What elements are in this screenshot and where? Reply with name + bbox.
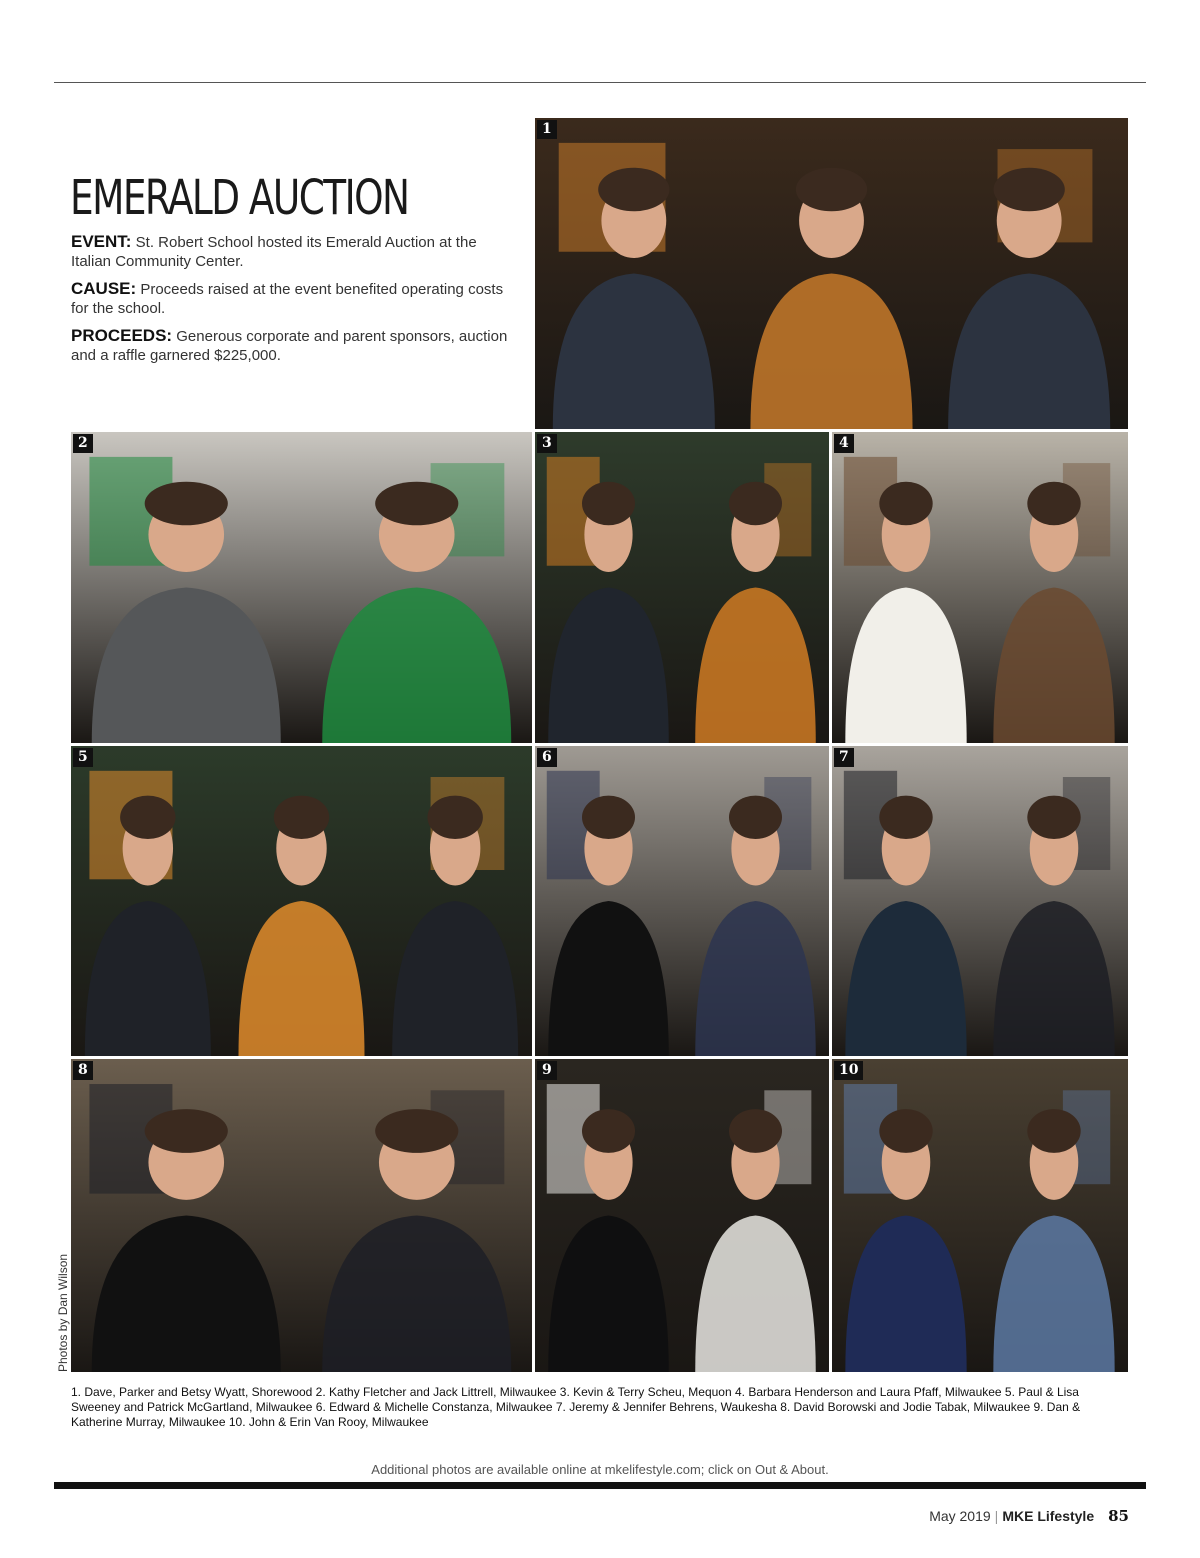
photo-9-image xyxy=(535,1059,829,1372)
person-hair xyxy=(274,796,329,839)
photo-number-8: 8 xyxy=(73,1061,93,1080)
photo-7-image xyxy=(832,746,1128,1056)
person-hair xyxy=(582,796,635,839)
event-description xyxy=(71,232,511,271)
proceeds-description xyxy=(71,326,511,365)
proceeds-label: PROCEEDS: xyxy=(71,326,173,345)
cause-text: Proceeds raised at the event benefited operating costs for the school. xyxy=(71,281,504,317)
photo-3-image xyxy=(535,432,829,743)
person-hair xyxy=(1027,796,1080,839)
photo-number-7: 7 xyxy=(834,748,854,767)
article-title: EMERALD AUCTION xyxy=(70,170,409,226)
photo-9 xyxy=(535,1059,829,1372)
photo-credit: Photos by Dan Wilson xyxy=(56,1253,70,1372)
photo-6-image xyxy=(535,746,829,1056)
person-hair xyxy=(994,168,1065,212)
photo-1-image xyxy=(535,118,1128,429)
photo-7 xyxy=(832,746,1128,1056)
person-hair xyxy=(375,482,458,526)
person-hair xyxy=(729,482,782,526)
photo-6 xyxy=(535,746,829,1056)
person-hair xyxy=(1027,482,1080,526)
person-hair xyxy=(145,482,228,526)
person-hair xyxy=(879,482,932,526)
photo-number-5: 5 xyxy=(73,748,93,767)
person-hair xyxy=(879,796,932,839)
online-note: Additional photos are available online at mkelifestyle.com; click on Out & About. xyxy=(371,1462,829,1477)
photo-5 xyxy=(71,746,532,1056)
photo-captions: 1. Dave, Parker and Betsy Wyatt, Shorewood 2. Kathy Fletcher and Jack Littrell, Milwaukee 3. Kevin & Terry Scheu, Mequon 4. Barbara Henderson and Laura Pfaff, Milwaukee 5. Paul & Lisa Sweeney and Patrick McGartland, Milwaukee 6. Edward & Michelle Constanza, Milwaukee 7. Jeremy & Jennifer Behrens, Waukesha 8. David Borowski and Jodie Tabak, Milwaukee 9. Dan & Katherine Murray, Milwaukee 10. John & Erin Van Rooy, Milwaukee xyxy=(71,1385,1081,1429)
person-hair xyxy=(1027,1109,1080,1153)
event-label: EVENT: xyxy=(71,232,132,251)
magazine-name: MKE Lifestyle xyxy=(1002,1508,1095,1524)
person-hair xyxy=(145,1109,228,1153)
photo-number-9: 9 xyxy=(537,1061,557,1080)
photo-number-6: 6 xyxy=(537,748,557,767)
photo-number-3: 3 xyxy=(537,434,557,453)
top-rule xyxy=(54,82,1146,83)
person-hair xyxy=(598,168,669,212)
person-hair xyxy=(729,1109,782,1153)
person-hair xyxy=(427,796,482,839)
person-hair xyxy=(879,1109,932,1153)
photo-number-10: 10 xyxy=(834,1061,863,1080)
bottom-rule xyxy=(54,1482,1146,1489)
page-footer xyxy=(929,1507,1129,1525)
photo-10 xyxy=(832,1059,1128,1372)
person-hair xyxy=(729,796,782,839)
photo-number-4: 4 xyxy=(834,434,854,453)
photo-4 xyxy=(832,432,1128,743)
cause-description xyxy=(71,279,511,318)
person-hair xyxy=(120,796,175,839)
person-hair xyxy=(796,168,867,212)
photo-4-image xyxy=(832,432,1128,743)
person-hair xyxy=(582,1109,635,1153)
photo-8 xyxy=(71,1059,532,1372)
issue-date: May 2019 xyxy=(929,1508,991,1524)
cause-label: CAUSE: xyxy=(71,279,137,298)
photo-2 xyxy=(71,432,532,743)
person-hair xyxy=(375,1109,458,1153)
photo-1 xyxy=(535,118,1128,429)
person-hair xyxy=(582,482,635,526)
page-number: 85 xyxy=(1108,1507,1129,1525)
photo-3 xyxy=(535,432,829,743)
event-text: St. Robert School hosted its Emerald Auction at the Italian Community Center. xyxy=(71,234,477,270)
photo-2-image xyxy=(71,432,532,743)
photo-8-image xyxy=(71,1059,532,1372)
footer-separator: | xyxy=(994,1508,999,1524)
photo-number-2: 2 xyxy=(73,434,93,453)
photo-number-1: 1 xyxy=(537,120,557,139)
proceeds-text: Generous corporate and parent sponsors, auction and a raffle garnered $225,000. xyxy=(71,328,508,364)
photo-5-image xyxy=(71,746,532,1056)
photo-10-image xyxy=(832,1059,1128,1372)
